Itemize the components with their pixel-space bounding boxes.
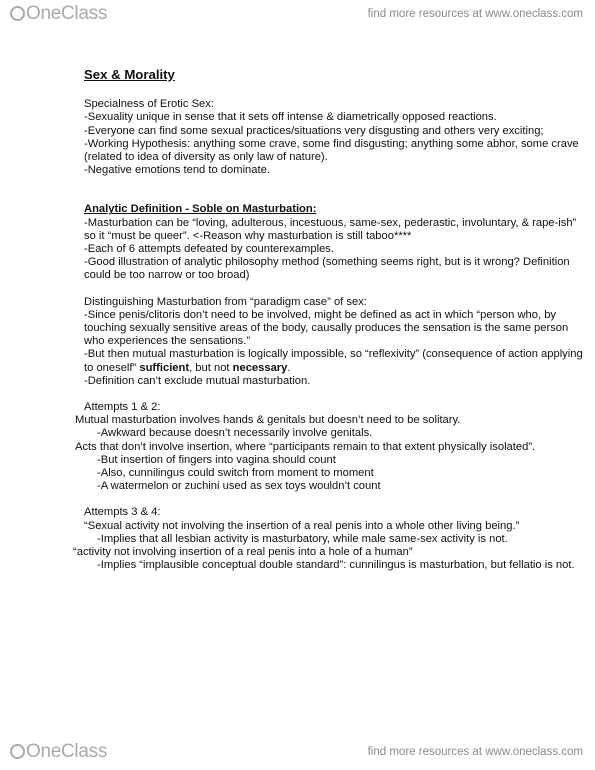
text-line: -Definition can’t exclude mutual masturbation. <box>84 374 311 387</box>
text-line: “Sexual activity not involving the insertion of a real penis into a whole other living being.” <box>84 519 520 532</box>
text-line: -Also, cunnilingus could switch from moment to moment <box>97 467 374 480</box>
text-line <box>84 348 584 374</box>
logo-text: OneClass <box>26 3 108 24</box>
text-line: -Negative emotions tend to dominate. <box>84 164 270 177</box>
text-line: -Sexuality unique in sense that it sets off intense & diametrically opposed reactions. <box>84 111 497 124</box>
text-line: -A watermelon or zuchini used as sex toys wouldn’t count <box>97 480 381 493</box>
text-line: -Good illustration of analytic philosophy method (something seems right, but is it wrong? Definition could be too narrow or too broad) <box>84 256 570 282</box>
text-span: -But then mutual masturbation is logically impossible, so “reflexivity” (consequence of action applying to oneself” <box>84 348 583 374</box>
section-heading: Analytic Definition - Soble on Masturbation: <box>84 203 317 216</box>
text-line: -Implies that all lesbian activity is masturbatory, while male same-sex activity is not. <box>97 532 508 545</box>
text-line: -Awkward because doesn’t necessarily involve genitals. <box>97 427 373 440</box>
text-line: -Since penis/clitoris don’t need to be involved, might be defined as act in which “person who, by touching sexually sensitive areas of the body, causally produces the sensation is the same person who experiences the sensations.” <box>84 308 569 348</box>
text-line: -Each of 6 attempts defeated by counterexamples. <box>84 243 334 256</box>
bold-term: necessary <box>232 361 288 374</box>
page-footer <box>0 738 595 768</box>
text-line: -But insertion of fingers into vagina should count <box>97 453 336 466</box>
logo-circle-icon <box>10 6 25 21</box>
oneclass-logo[interactable] <box>10 3 107 25</box>
header-tagline[interactable]: find more resources at www.oneclass.com <box>367 8 583 20</box>
text-line: -Masturbation can be “loving, adulterous, incestuous, same-sex, pederastic, involuntary, & rape-ish” so it “must be queer”. <-Reason why masturbation is still taboo**** <box>84 216 577 242</box>
text-line: -Implies “implausible conceptual double standard”: cunnilingus is masturbation, but fellatio is not. <box>97 559 575 572</box>
text-line: Mutual masturbation involves hands & genitals but doesn’t need to be solitary. <box>75 414 461 427</box>
text-line: “activity not involving insertion of a real penis into a hole of a human” <box>73 546 413 559</box>
bold-term: sufficient <box>139 361 190 374</box>
page-header <box>0 0 595 30</box>
section-heading: Attempts 3 & 4: <box>84 506 161 519</box>
text-span: , but not <box>189 361 233 374</box>
footer-tagline[interactable]: find more resources at www.oneclass.com <box>367 746 583 758</box>
section-heading: Specialness of Erotic Sex: <box>84 98 214 111</box>
text-line: Acts that don’t involve insertion, where “participants remain to that extent physically isolated”. <box>75 440 536 453</box>
section-heading: Attempts 1 & 2: <box>84 401 161 414</box>
text-line: -Working Hypothesis: anything some crave, some find disgusting; anything some abhor, some crave (related to idea of diversity as only law of nature). <box>84 137 579 164</box>
text-span: . <box>287 361 291 374</box>
text-line: -Everyone can find some sexual practices/situations very disgusting and others very exciting; <box>84 124 544 137</box>
oneclass-logo[interactable] <box>10 741 107 763</box>
section-heading: Distinguishing Masturbation from “paradigm case” of sex: <box>84 295 367 308</box>
logo-text: OneClass <box>26 741 108 762</box>
document-title: Sex & Morality <box>84 67 175 82</box>
logo-circle-icon <box>10 744 25 759</box>
document-body <box>73 67 584 573</box>
